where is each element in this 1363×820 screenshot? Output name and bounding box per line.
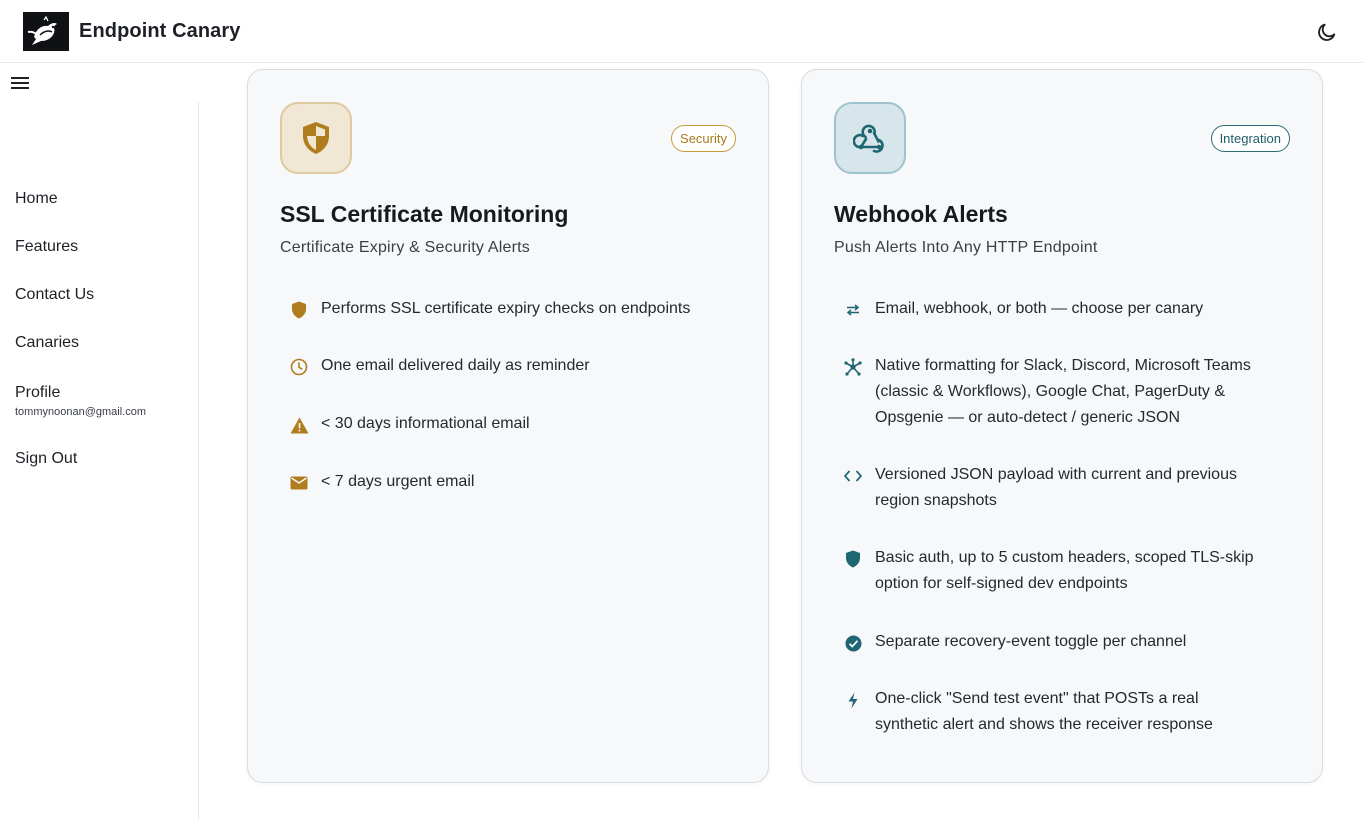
webhook-alerts-card	[801, 69, 1323, 783]
feature-item	[842, 300, 1262, 322]
dark-mode-toggle[interactable]	[1314, 19, 1340, 45]
feature-text: Email, webhook, or both — choose per canary	[875, 300, 1204, 317]
sidebar-item-features[interactable]: Features	[15, 238, 79, 255]
feature-text: < 7 days urgent email	[321, 473, 475, 490]
sidebar-item-profile[interactable]: Profile	[15, 384, 61, 401]
moon-icon	[1316, 21, 1338, 43]
app-header	[0, 0, 1363, 63]
feature-item	[842, 466, 1262, 514]
feature-item	[842, 690, 1262, 738]
clock-icon	[288, 356, 310, 378]
feature-text: Basic auth, up to 5 custom headers, scoped TLS-skip option for self-signed dev endpoints	[875, 549, 1254, 592]
feature-text: One email delivered daily as reminder	[321, 357, 590, 374]
feature-text: < 30 days informational email	[321, 415, 530, 432]
feature-item	[288, 357, 728, 379]
check-circle-icon	[842, 632, 864, 654]
card-title: SSL Certificate Monitoring	[280, 201, 569, 227]
profile-email: tommynoonan@gmail.com	[15, 406, 146, 418]
feature-item	[288, 473, 728, 495]
sidebar-item-sign-out[interactable]: Sign Out	[15, 450, 78, 467]
menu-toggle-button[interactable]	[9, 72, 31, 94]
shield-icon	[301, 121, 331, 155]
bolt-icon	[842, 689, 864, 711]
card-icon-tile	[834, 102, 906, 174]
feature-item	[842, 633, 1262, 655]
code-icon	[842, 465, 864, 487]
feature-text: Performs SSL certificate expiry checks on endpoints	[321, 300, 691, 317]
warning-icon	[288, 414, 310, 436]
card-subtitle: Certificate Expiry & Security Alerts	[280, 239, 530, 256]
feature-text: Native formatting for Slack, Discord, Microsoft Teams (classic & Workflows), Google Chat, PagerDuty & Opsgenie — or auto-detect / generic JSON	[875, 357, 1251, 426]
sidebar-item-contact-us[interactable]: Contact Us	[15, 286, 95, 303]
category-badge: Integration	[1211, 125, 1290, 152]
hub-icon	[842, 356, 864, 378]
feature-text: Versioned JSON payload with current and previous region snapshots	[875, 466, 1237, 509]
ssl-monitoring-card	[247, 69, 769, 783]
webhook-icon	[853, 122, 887, 154]
mail-icon	[288, 472, 310, 494]
category-badge: Security	[671, 125, 736, 152]
card-subtitle: Push Alerts Into Any HTTP Endpoint	[834, 239, 1098, 256]
card-icon-tile	[280, 102, 352, 174]
feature-text: One-click "Send test event" that POSTs a real synthetic alert and shows the receiver response	[875, 690, 1213, 733]
feature-item	[288, 415, 728, 437]
shield-icon	[288, 299, 310, 321]
feature-item	[842, 549, 1262, 597]
shield-icon	[842, 548, 864, 570]
canary-logo[interactable]	[23, 12, 69, 51]
card-title: Webhook Alerts	[834, 201, 1008, 227]
hamburger-icon	[10, 75, 30, 91]
feature-item	[842, 357, 1262, 431]
sidebar-item-home[interactable]: Home	[15, 190, 58, 207]
app-title: Endpoint Canary	[79, 20, 241, 42]
sidebar-item-canaries[interactable]: Canaries	[15, 334, 80, 351]
feature-item	[288, 300, 728, 322]
swap-icon	[842, 299, 864, 321]
feature-text: Separate recovery-event toggle per channel	[875, 633, 1187, 650]
sidebar-divider	[198, 102, 199, 820]
